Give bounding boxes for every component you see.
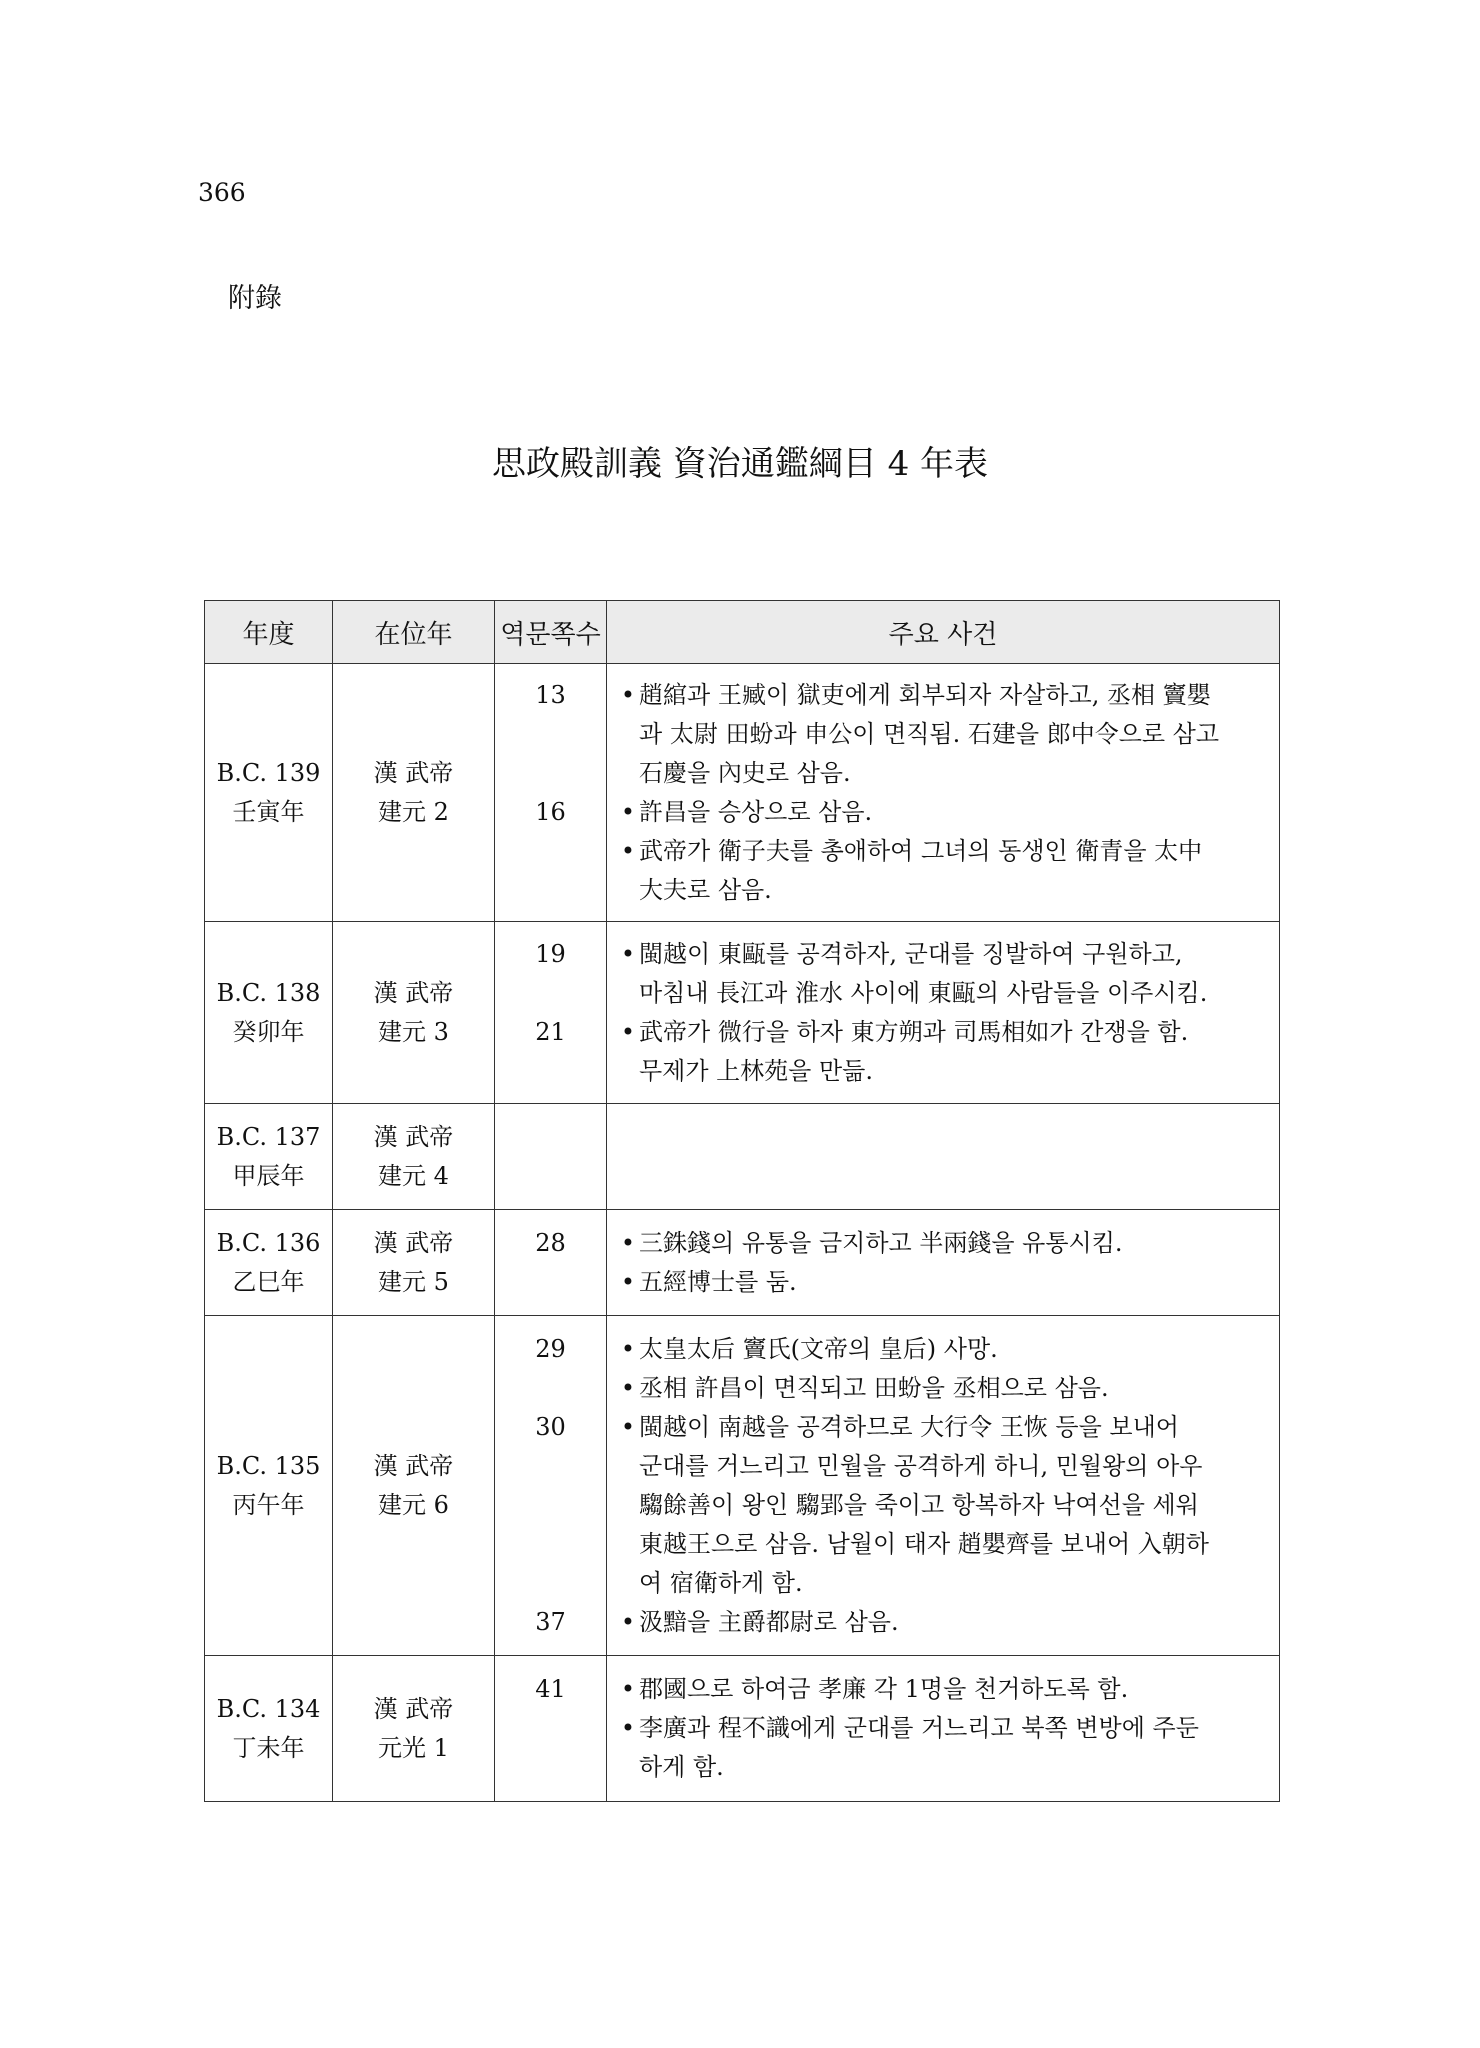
page-cell: [495, 1104, 607, 1210]
event-line: [607, 715, 1279, 754]
page-ref: 30: [535, 1412, 566, 1441]
event-text: 李廣과 程不識에게 군대를 거느리고 북쪽 변방에 주둔: [639, 1714, 1199, 1742]
page-ref: [495, 1525, 606, 1564]
reign-cell: [333, 1656, 495, 1802]
page-ref: 13: [535, 680, 566, 709]
page-ref: [495, 1263, 606, 1302]
year-ganzhi: 壬寅年: [232, 797, 305, 826]
page-cell: [495, 1316, 607, 1656]
events-cell: [607, 1656, 1280, 1802]
event-text: 許昌을 승상으로 삼음.: [639, 797, 873, 826]
reign-era: 建元 4: [378, 1161, 449, 1190]
page-ref: [495, 1709, 606, 1748]
bullet-icon: •: [620, 680, 636, 709]
event-text: 閩越이 南越을 공격하므로 大行令 王恢 등을 보내어: [639, 1412, 1179, 1441]
bullet-icon: •: [620, 1267, 636, 1296]
reign-cell: [333, 922, 495, 1104]
bullet-icon: •: [620, 1607, 636, 1636]
header-reign-year: 在位年: [333, 601, 495, 664]
event-text: 三銖錢의 유통을 금지하고 半兩錢을 유통시킴.: [639, 1228, 1123, 1257]
reign-cell: [333, 1210, 495, 1316]
table-row: [205, 664, 1280, 922]
bullet-icon: •: [620, 939, 636, 968]
header-major-events: 주요 사건: [607, 601, 1280, 664]
event-line: [607, 935, 1279, 974]
chronology-table: [204, 600, 1280, 1802]
bullet-icon: •: [620, 1373, 636, 1402]
table-row: [205, 1104, 1280, 1210]
page-ref: [495, 871, 606, 910]
table-row: [205, 922, 1280, 1104]
page-ref: [495, 1052, 606, 1091]
page-ref: 29: [535, 1334, 566, 1363]
page-ref: [495, 1564, 606, 1603]
reign-emperor: 漢 武帝: [373, 1694, 454, 1723]
header-year: 年度: [205, 601, 333, 664]
reign-era: 建元 2: [378, 797, 449, 826]
events-cell: [607, 664, 1280, 922]
year-bc: B.C. 136: [216, 1228, 321, 1257]
event-line: [607, 754, 1279, 793]
event-text: 五經博士를 둠.: [639, 1267, 797, 1296]
page-ref: [495, 715, 606, 754]
table-header-row: [205, 601, 1280, 664]
year-cell: [205, 1316, 333, 1656]
event-line: [607, 832, 1279, 871]
reign-era: 建元 5: [378, 1267, 449, 1296]
event-line: [607, 871, 1279, 910]
event-text: 趙綰과 王臧이 獄吏에게 회부되자 자살하고, 丞相 竇嬰: [639, 680, 1211, 709]
events-cell: [607, 1210, 1280, 1316]
bullet-icon: •: [620, 1675, 636, 1703]
event-text: 무제가 上林苑을 만듦.: [639, 1056, 873, 1085]
page-ref: [495, 1447, 606, 1486]
document-title: 思政殿訓義 資治通鑑綱目 4 年表: [491, 444, 989, 484]
section-label: 附錄: [228, 283, 282, 314]
table-row: [205, 1316, 1280, 1656]
event-line: [607, 1564, 1279, 1603]
year-bc: B.C. 139: [216, 758, 321, 787]
event-line: [607, 1525, 1279, 1564]
table-row: [205, 1656, 1280, 1802]
page-ref: [495, 974, 606, 1013]
event-line: [607, 1670, 1279, 1709]
bullet-icon: •: [620, 1714, 636, 1742]
event-line: [607, 676, 1279, 715]
page-cell: [495, 1210, 607, 1316]
year-ganzhi: 癸卯年: [232, 1017, 305, 1046]
event-line: [607, 1330, 1279, 1369]
page-ref: 21: [535, 1017, 566, 1046]
event-line: [607, 974, 1279, 1013]
page-cell: [495, 922, 607, 1104]
bullet-icon: •: [620, 836, 636, 865]
year-ganzhi: 丙午年: [232, 1490, 305, 1519]
event-line: [607, 1369, 1279, 1408]
event-text: 여 宿衛하게 함.: [639, 1568, 803, 1597]
event-text: 東越王으로 삼음. 남월이 태자 趙嬰齊를 보내어 入朝하: [639, 1529, 1209, 1558]
bullet-icon: •: [620, 797, 636, 826]
page-ref: [495, 1369, 606, 1408]
event-text: 丞相 許昌이 면직되고 田蚡을 丞相으로 삼음.: [639, 1373, 1109, 1402]
reign-cell: [333, 1316, 495, 1656]
event-line: [607, 1603, 1279, 1642]
bullet-icon: •: [620, 1334, 636, 1363]
event-line: [607, 1748, 1279, 1787]
event-line: [607, 1263, 1279, 1302]
page-ref: 16: [535, 797, 566, 826]
page-ref: 41: [535, 1675, 566, 1703]
reign-emperor: 漢 武帝: [373, 1451, 454, 1480]
header-page-number: 역문쪽수: [495, 601, 607, 664]
event-line: [607, 1013, 1279, 1052]
reign-era: 建元 3: [378, 1017, 449, 1046]
page-ref: 19: [535, 939, 566, 968]
event-text: 과 太尉 田蚡과 申公이 면직됨. 石建을 郎中令으로 삼고: [639, 719, 1220, 748]
page-ref: 37: [535, 1607, 566, 1636]
year-ganzhi: 丁未年: [232, 1733, 305, 1762]
page-cell: [495, 664, 607, 922]
bullet-icon: •: [620, 1017, 636, 1046]
event-text: 군대를 거느리고 민월을 공격하게 하니, 민월왕의 아우: [639, 1451, 1203, 1480]
year-bc: B.C. 135: [216, 1451, 321, 1480]
page-number: 366: [198, 178, 246, 207]
event-text: 마침내 長江과 淮水 사이에 東甌의 사람들을 이주시킴.: [639, 978, 1208, 1007]
event-line: [607, 1052, 1279, 1091]
events-cell: [607, 1316, 1280, 1656]
event-line: [607, 1447, 1279, 1486]
reign-era: 元光 1: [378, 1733, 449, 1762]
bullet-icon: •: [620, 1228, 636, 1257]
year-cell: [205, 1210, 333, 1316]
page-ref: [495, 1748, 606, 1787]
reign-cell: [333, 664, 495, 922]
events-cell: [607, 922, 1280, 1104]
event-text: 武帝가 衛子夫를 총애하여 그녀의 동생인 衛青을 太中: [639, 836, 1203, 865]
events-cell: [607, 1104, 1280, 1210]
event-line: [607, 1224, 1279, 1263]
year-ganzhi: 甲辰年: [232, 1161, 305, 1190]
year-cell: [205, 922, 333, 1104]
event-line: [607, 1408, 1279, 1447]
event-text: 石慶을 內史로 삼음.: [639, 758, 851, 787]
reign-emperor: 漢 武帝: [373, 758, 454, 787]
bullet-icon: •: [620, 1412, 636, 1441]
event-text: 武帝가 微行을 하자 東方朔과 司馬相如가 간쟁을 함.: [639, 1017, 1189, 1046]
reign-emperor: 漢 武帝: [373, 1228, 454, 1257]
reign-era: 建元 6: [378, 1490, 449, 1519]
year-cell: [205, 664, 333, 922]
year-bc: B.C. 134: [216, 1694, 321, 1723]
table-row: [205, 1210, 1280, 1316]
event-text: 太皇太后 竇氏(文帝의 皇后) 사망.: [639, 1334, 998, 1363]
page-ref: [495, 1486, 606, 1525]
page-cell: [495, 1656, 607, 1802]
year-bc: B.C. 138: [216, 978, 321, 1007]
event-line: [607, 793, 1279, 832]
page-ref: [495, 754, 606, 793]
event-text: 閩越이 東甌를 공격하자, 군대를 징발하여 구원하고,: [639, 939, 1183, 968]
reign-cell: [333, 1104, 495, 1210]
year-ganzhi: 乙巳年: [232, 1267, 305, 1296]
event-line: [607, 1709, 1279, 1748]
page-ref: [495, 832, 606, 871]
event-text: 郡國으로 하여금 孝廉 각 1명을 천거하도록 함.: [639, 1675, 1129, 1703]
event-text: 汲黯을 主爵都尉로 삼음.: [639, 1607, 899, 1636]
event-text: 騶餘善이 왕인 騶郢을 죽이고 항복하자 낙여선을 세워: [639, 1490, 1199, 1519]
year-bc: B.C. 137: [216, 1122, 321, 1151]
event-text: 大夫로 삼음.: [639, 875, 772, 904]
page-ref: 28: [535, 1228, 566, 1257]
year-cell: [205, 1104, 333, 1210]
event-line: [607, 1486, 1279, 1525]
event-text: 하게 함.: [639, 1753, 724, 1781]
reign-emperor: 漢 武帝: [373, 978, 454, 1007]
reign-emperor: 漢 武帝: [373, 1122, 454, 1151]
year-cell: [205, 1656, 333, 1802]
